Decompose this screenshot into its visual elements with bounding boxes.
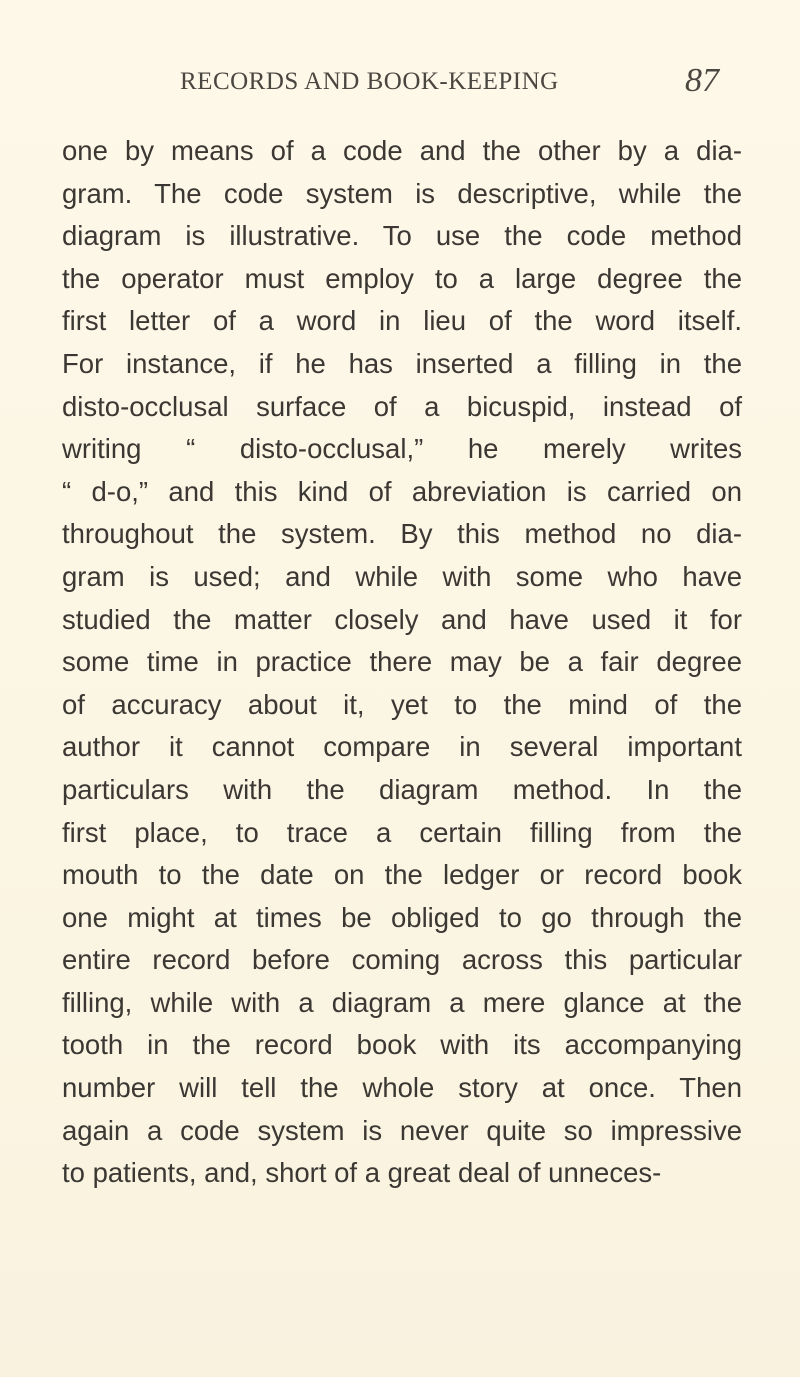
running-title: RECORDS AND BOOK-KEEPING (180, 68, 559, 95)
text-line: the operator must employ to a large degree the (62, 262, 742, 294)
text-line: gram. The code system is descriptive, while the (62, 177, 742, 209)
text-line: of accuracy about it, yet to the mind of the (62, 688, 742, 720)
text-line: gram is used; and while with some who have (62, 560, 742, 592)
text-line: one might at times be obliged to go through the (62, 901, 742, 933)
text-line: to patients, and, short of a great deal of unneces- (62, 1157, 662, 1189)
page-number: 87 (685, 62, 719, 99)
text-line: filling, while with a diagram a mere glance at the (62, 986, 742, 1018)
text-line: tooth in the record book with its accompanying (62, 1029, 742, 1061)
text-line: number will tell the whole story at once. Then (62, 1072, 742, 1104)
running-header (0, 62, 800, 106)
text-line: mouth to the date on the ledger or record book (62, 859, 742, 891)
text-line: one by means of a code and the other by a dia- (62, 135, 742, 166)
text-line: studied the matter closely and have used it for (62, 603, 742, 635)
text-line: diagram is illustrative. To use the code method (62, 220, 742, 252)
text-line: disto-occlusal surface of a bicuspid, instead of (62, 390, 742, 422)
body-paragraph (62, 130, 742, 1195)
text-line: entire record before coming across this particular (62, 944, 742, 976)
text-line: some time in practice there may be a fair degree (62, 646, 742, 678)
text-line: first letter of a word in lieu of the word itself. (62, 305, 742, 337)
text-line: For instance, if he has inserted a filling in the (62, 347, 742, 379)
text-line: first place, to trace a certain filling from the (62, 816, 742, 848)
text-line: particulars with the diagram method. In the (62, 773, 742, 805)
text-line: throughout the system. By this method no dia- (62, 518, 742, 550)
text-line: “ d-o,” and this kind of abreviation is carried on (62, 475, 742, 507)
text-line: author it cannot compare in several important (62, 731, 742, 763)
text-line: again a code system is never quite so impressive (62, 1114, 742, 1146)
text-line: writing “ disto-occlusal,” he merely writes (62, 433, 742, 465)
